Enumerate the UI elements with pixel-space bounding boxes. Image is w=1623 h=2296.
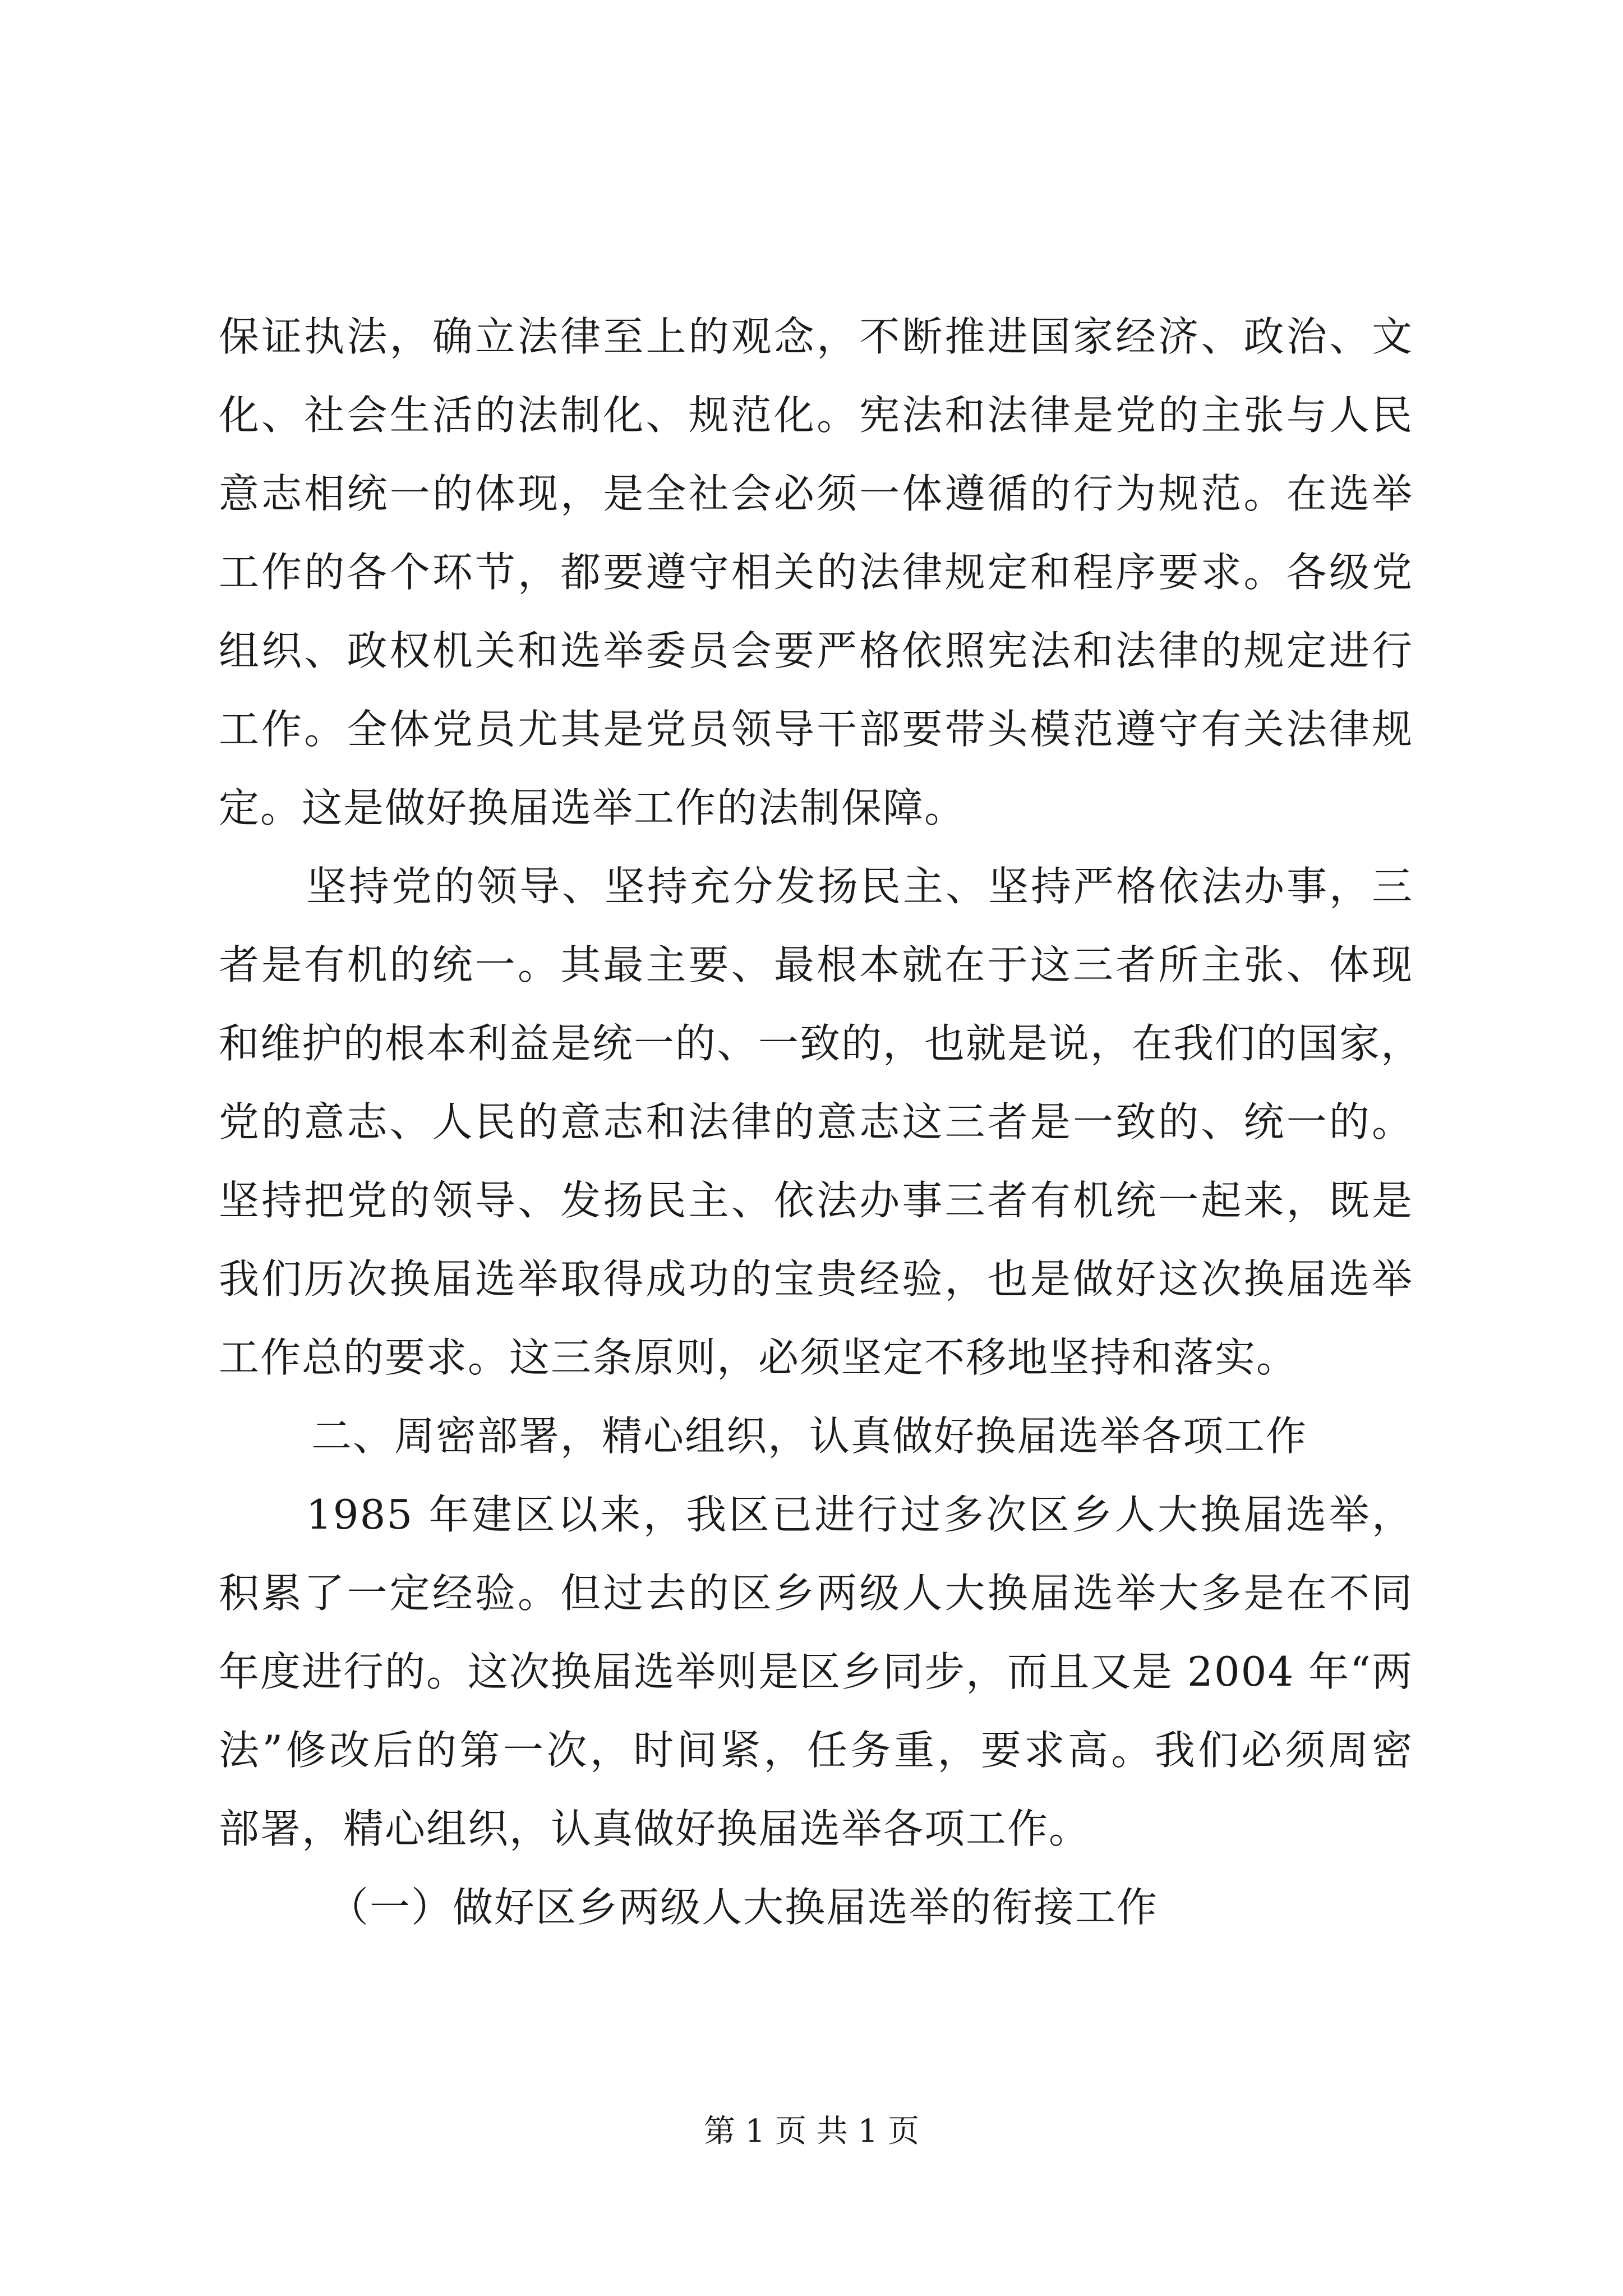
paragraph-1 — [219, 297, 1413, 847]
paragraph-line: 化、社会生活的法制化、规范化。宪法和法律是党的主张与人民 — [219, 392, 1413, 439]
page-number-label: 第 1 页 共 1 页 — [703, 2113, 920, 2150]
paragraph-line: 积累了一定经验。但过去的区乡两级人大换届选举大多是在不同 — [219, 1570, 1413, 1617]
paragraph-line: 部署，精心组织，认真做好换届选举各项工作。 — [219, 1805, 1091, 1852]
paragraph-line: 定。这是做好换届选举工作的法制保障。 — [219, 784, 966, 831]
paragraph-line: 坚持把党的领导、发扬民主、依法办事三者有机统一起来，既是 — [219, 1177, 1413, 1224]
paragraph-3 — [219, 1475, 1413, 1868]
paragraph-line: 我们历次换届选举取得成功的宝贵经验，也是做好这次换届选举 — [219, 1255, 1413, 1303]
section-heading — [219, 1397, 1413, 1475]
paragraph-line: 工作。全体党员尤其是党员领导干部要带头模范遵守有关法律规 — [219, 706, 1413, 753]
paragraph-line: 1985 年建区以来，我区已进行过多次区乡人大换届选举， — [306, 1491, 1413, 1538]
paragraph-2 — [219, 847, 1423, 1397]
paragraph-line: 坚持党的领导、坚持充分发扬民主、坚持严格依法办事，三 — [306, 863, 1413, 910]
paragraph-line: 和维护的根本利益是统一的、一致的，也就是说，在我们的国家， — [219, 1020, 1423, 1067]
paragraph-line: 工作的各个环节，都要遵守相关的法律规定和程序要求。各级党 — [219, 549, 1413, 596]
subsection-heading — [219, 1868, 1413, 1947]
paragraph-line: 组织、政权机关和选举委员会要严格依照宪法和法律的规定进行 — [219, 627, 1413, 674]
paragraph-line: 工作总的要求。这三条原则，必须坚定不移地坚持和落实。 — [219, 1334, 1298, 1381]
section-heading-text: 二、周密部署，精心组织，认真做好换届选举各项工作 — [311, 1412, 1308, 1460]
paragraph-line: 党的意志、人民的意志和法律的意志这三者是一致的、统一的。 — [219, 1098, 1413, 1145]
paragraph-line: 保证执法，确立法律至上的观念，不断推进国家经济、政治、文 — [219, 313, 1413, 360]
paragraph-line: 意志相统一的体现，是全社会必须一体遵循的行为规范。在选举 — [219, 470, 1413, 517]
document-body — [219, 297, 1423, 1947]
page-footer — [0, 2109, 1623, 2154]
paragraph-line: 年度进行的。这次换届选举则是区乡同步，而且又是 2004 年“两 — [219, 1648, 1413, 1695]
paragraph-line: 者是有机的统一。其最主要、最根本就在于这三者所主张、体现 — [219, 941, 1413, 988]
paragraph-line: 法”修改后的第一次，时间紧，任务重，要求高。我们必须周密 — [219, 1727, 1413, 1774]
subsection-heading-text: （一）做好区乡两级人大换届选举的衔接工作 — [328, 1884, 1159, 1931]
